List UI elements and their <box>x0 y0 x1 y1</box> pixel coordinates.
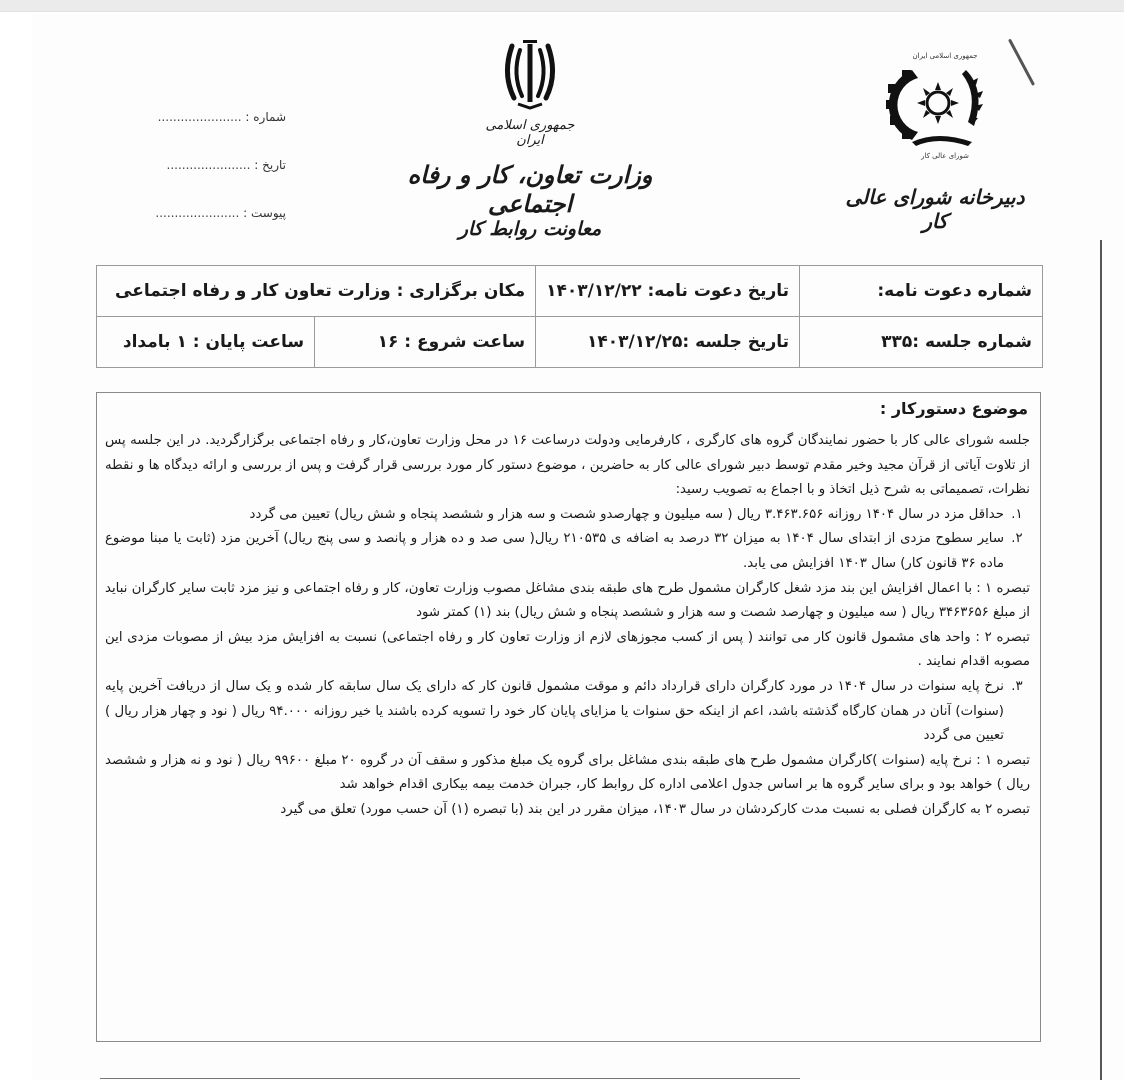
venue-cell: مکان برگزاری : وزارت تعاون کار و رفاه اجتماعی <box>97 266 536 317</box>
meta-attachment-field <box>106 206 286 220</box>
viewer-top-bar <box>0 0 1124 12</box>
next-box-top-border <box>100 1078 800 1079</box>
emblem-caption: جمهوری اسلامی ایران <box>485 118 575 148</box>
invite-number-cell: شماره دعوت نامه: <box>800 266 1043 317</box>
item-number: ۲. <box>1011 531 1023 547</box>
agenda-box <box>96 392 1041 1042</box>
item-number: ۳. <box>1011 678 1023 694</box>
agenda-body <box>105 429 1030 823</box>
iran-emblem-icon <box>490 36 570 114</box>
council-logo-bottom-caption: شورای عالی کار <box>921 152 969 160</box>
invite-date-cell: تاریخ دعوت نامه: ۱۴۰۳/۱۲/۲۲ <box>536 266 800 317</box>
session-date-cell: تاریخ جلسه :۱۴۰۳/۱۲/۲۵ <box>536 317 800 368</box>
agenda-title: موضوع دستورکار : <box>879 399 1028 418</box>
deputy-title: معاونت روابط کار <box>458 218 602 240</box>
meta-attachment-label: پیوست : <box>243 206 286 220</box>
session-info-table <box>96 265 1043 368</box>
item-text: نرخ پایه سنوات در سال ۱۴۰۴ در مورد کارگران دارای قرارداد دائم و موقت مشمول قانون کار که دارای یک سال سابقه کار شده و یک سال از دریافت آخرین پایه (سنوات) آنان در همان کارگاه گذشته باشد، اعم از اینکه حق سنوات یا مزایای پایان کار خود را تسویه کرده باشند یا خیر روزانه ۹۴.۰۰۰ ریال ( نود و چهار هزار ریال ) تعیین می گردد <box>105 678 1004 744</box>
item-3-note-1: تبصره ۱ : نرخ پایه (سنوات )کارگران مشمول طرح های طبقه بندی مشاغل برای گروه یک مبلغ مذکور و سقف آن در گروه ۲۰ مبلغ ۹۹۶۰۰ ریال ( نود و نه هزار و ششصد ریال ) خواهد بود و برای سایر گروه ها بر اساس جدول اعلامی اداره کل روابط کار، جبران خدمت بیمه بیکاری اقدام خواهد شد <box>105 752 1030 793</box>
agenda-intro: جلسه شورای عالی کار با حضور نمایندگان گروه های کارگری ، کارفرمایی ودولت درساعت ۱۶ در محل وزارت تعاون،کار و رفاه اجتماعی برگزارگردید. در این جلسه پس از تلاوت آیاتی از قرآن مجید وخیر مقدم توسط دبیر شورای عالی کار به حاضرین ، موضوع دستور کار مورد بررسی قرار گرفت و پس از بررسی و ارائه دیدگاه ها و نقطه نظرات، تصمیماتی به شرح ذیل اتخاذ و با اجماع به تصویب رسید: <box>105 433 1030 498</box>
meta-number-field <box>106 110 286 124</box>
agenda-item-3 <box>105 675 1030 749</box>
labor-council-logo-icon <box>882 60 1002 156</box>
agenda-item-1 <box>105 503 1030 528</box>
council-secretariat-title: دبیرخانه شورای عالی کار <box>845 185 1025 233</box>
item-3-note-2: تبصره ۲ به کارگران فصلی به نسبت مدت کارکردشان در سال ۱۴۰۳، میزان مقرر در این بند (با تبصره (۱) آن حسب مورد) تعلق می گیرد <box>280 801 1030 817</box>
info-row-1 <box>97 266 1043 317</box>
item-2-note-1: تبصره ۱ : با اعمال افزایش این بند مزد شغل کارگران مشمول طرح های طبقه بندی مشاغل مصوب وزارت تعاون، کار و رفاه اجتماعی و نیز مزد ثابت سایر کارگران نباید از مبلغ ۳۴۶۳۶۵۶ ریال ( سه میلیون و چهارصد شصت و سه هزار و ششصد پنجاه و شش ریال) بند (۱) کمتر شود <box>105 580 1031 621</box>
item-2-note-2: تبصره ۲ : واحد های مشمول قانون کار می توانند ( پس از کسب مجوزهای لازم از وزارت تعاون کار و رفاه اجتماعی) نسبت به افزایش مزد بیش از مصوبات مزدی این مصوبه اقدام نمایند . <box>105 629 1030 670</box>
end-time-cell: ساعت پایان : ۱ بامداد <box>97 317 315 368</box>
meta-date-label: تاریخ : <box>254 158 286 172</box>
meta-number-label: شماره : <box>245 110 286 124</box>
start-time-cell: ساعت شروع : ۱۶ <box>315 317 536 368</box>
item-text: حداقل مزد در سال ۱۴۰۴ روزانه ۳.۴۶۳.۶۵۶ ریال ( سه میلیون و چهارصدو شصت و سه هزار و ششصد پنجاه و شش ریال) تعیین می گردد <box>249 506 1004 522</box>
meta-number-value: ...................... <box>157 110 242 124</box>
ministry-title: وزارت تعاون، کار و رفاه اجتماعی <box>407 160 653 218</box>
meta-date-field <box>106 158 286 172</box>
session-number-cell: شماره جلسه :۳۳۵ <box>800 317 1043 368</box>
agenda-item-2 <box>105 527 1030 576</box>
meta-date-value: ...................... <box>166 158 251 172</box>
meta-attachment-value: ...................... <box>155 206 240 220</box>
page-edge-line <box>1100 240 1102 1080</box>
info-row-2 <box>97 317 1043 368</box>
item-text: سایر سطوح مزدی از ابتدای سال ۱۴۰۴ به میزان ۳۲ درصد به اضافه ی ۲۱۰۵۳۵ ریال( سی صد و ده هزار و پانصد و سی پنج ریال) آخرین مزد (ثابت یا مبنا موضوع ماده ۳۶ قانون کار) سال ۱۴۰۳ افزایش می یابد. <box>105 531 1004 571</box>
item-number: ۱. <box>1011 506 1023 522</box>
council-logo-top-caption: جمهوری اسلامی ایران <box>912 52 978 60</box>
